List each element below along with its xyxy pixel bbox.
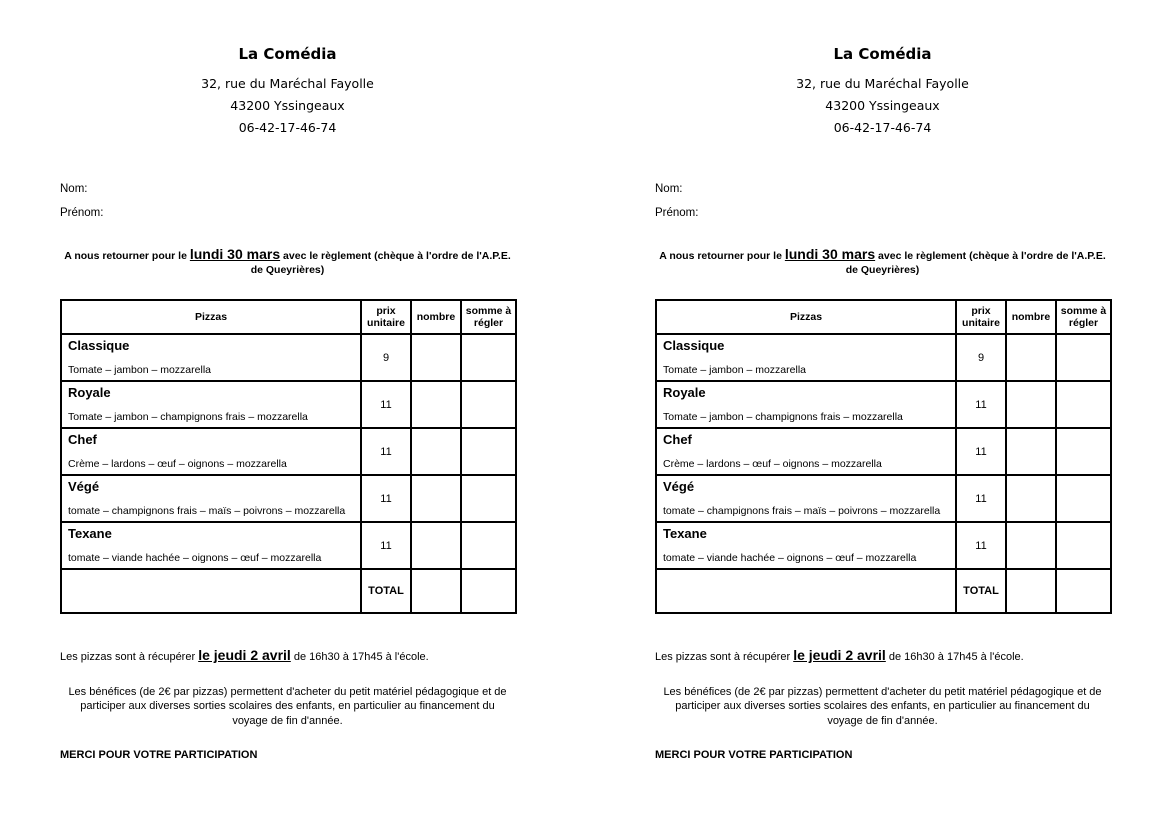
return-note bbox=[60, 245, 515, 277]
quantity-cell bbox=[411, 475, 461, 522]
table-row bbox=[61, 381, 516, 428]
quantity-cell bbox=[1006, 334, 1056, 381]
table-header-row bbox=[656, 300, 1111, 334]
pizza-description: tomate – champignons frais – maïs – poivrons – mozzarella bbox=[68, 505, 346, 518]
column-header-amount: somme à régler bbox=[1056, 300, 1111, 334]
pizza-cell bbox=[61, 428, 361, 475]
return-note-suffix: avec le règlement (chèque à l'ordre de l'A.P.E. de Queyrières) bbox=[250, 250, 511, 276]
pizza-name: Royale bbox=[663, 385, 706, 401]
pizza-description: Tomate – jambon – mozzarella bbox=[68, 364, 211, 377]
identity-fields bbox=[60, 177, 515, 225]
return-note bbox=[655, 245, 1110, 277]
return-date: lundi 30 mars bbox=[189, 246, 281, 262]
name-label: Nom: bbox=[655, 183, 683, 195]
pickup-note-suffix: de 16h30 à 17h45 à l'école. bbox=[293, 651, 429, 664]
pizza-name: Texane bbox=[663, 526, 707, 542]
pizza-description: Tomate – jambon – mozzarella bbox=[663, 364, 806, 377]
pickup-date: le jeudi 2 avril bbox=[793, 647, 886, 664]
pickup-note-suffix: de 16h30 à 17h45 à l'école. bbox=[888, 651, 1024, 664]
table-row bbox=[61, 428, 516, 475]
unit-price-cell: 11 bbox=[956, 381, 1006, 428]
amount-cell bbox=[1056, 428, 1111, 475]
benefits-note: Les bénéfices (de 2€ par pizzas) permettent d'acheter du petit matériel pédagogique et de participer aux diverses sorties scolaires des enfants, en particulier au financement du voyage de fin d'année. bbox=[663, 685, 1102, 728]
unit-price-cell: 9 bbox=[361, 334, 411, 381]
amount-cell bbox=[461, 334, 516, 381]
quantity-cell bbox=[411, 334, 461, 381]
total-row-spacer bbox=[61, 569, 361, 613]
pickup-note bbox=[655, 646, 1110, 664]
thanks-note: MERCI POUR VOTRE PARTICIPATION bbox=[655, 749, 853, 762]
amount-cell bbox=[1056, 522, 1111, 569]
address-line-2: 43200 Yssingeaux bbox=[230, 98, 345, 113]
business-name: La Comédia bbox=[833, 45, 932, 63]
pizza-cell bbox=[61, 475, 361, 522]
order-form-copy bbox=[655, 0, 1110, 827]
pizza-cell bbox=[656, 381, 956, 428]
column-header-quantity: nombre bbox=[1006, 300, 1056, 334]
pickup-note-prefix: Les pizzas sont à récupérer bbox=[60, 651, 196, 664]
table-row bbox=[61, 475, 516, 522]
pickup-note bbox=[60, 646, 515, 664]
table-row bbox=[656, 522, 1111, 569]
return-note-prefix: A nous retourner pour le bbox=[659, 250, 782, 262]
table-row bbox=[656, 334, 1111, 381]
amount-cell bbox=[1056, 334, 1111, 381]
pizza-cell bbox=[656, 428, 956, 475]
phone-number: 06-42-17-46-74 bbox=[238, 120, 337, 135]
unit-price-cell: 11 bbox=[956, 428, 1006, 475]
pizza-name: Chef bbox=[68, 432, 97, 448]
column-header-quantity: nombre bbox=[411, 300, 461, 334]
pickup-date: le jeudi 2 avril bbox=[198, 647, 291, 664]
total-quantity-cell bbox=[411, 569, 461, 613]
table-row bbox=[656, 475, 1111, 522]
total-quantity-cell bbox=[1006, 569, 1056, 613]
document-header bbox=[655, 45, 1110, 139]
pizza-name: Royale bbox=[68, 385, 111, 401]
pizza-description: Tomate – jambon – champignons frais – mozzarella bbox=[68, 411, 308, 424]
pizza-cell bbox=[61, 334, 361, 381]
pizza-order-table bbox=[60, 299, 517, 614]
pizza-cell bbox=[656, 334, 956, 381]
total-amount-cell bbox=[1056, 569, 1111, 613]
pizza-order-table bbox=[655, 299, 1112, 614]
unit-price-cell: 11 bbox=[956, 475, 1006, 522]
unit-price-cell: 11 bbox=[956, 522, 1006, 569]
address-line-2: 43200 Yssingeaux bbox=[825, 98, 940, 113]
amount-cell bbox=[461, 381, 516, 428]
order-form-copy bbox=[60, 0, 515, 827]
amount-cell bbox=[461, 522, 516, 569]
pizza-name: Classique bbox=[663, 338, 725, 354]
quantity-cell bbox=[1006, 475, 1056, 522]
thanks-note: MERCI POUR VOTRE PARTICIPATION bbox=[60, 749, 258, 762]
quantity-cell bbox=[411, 428, 461, 475]
table-header-row bbox=[61, 300, 516, 334]
firstname-label: Prénom: bbox=[655, 207, 699, 219]
table-row bbox=[656, 428, 1111, 475]
table-row bbox=[656, 381, 1111, 428]
pizza-name: Végé bbox=[663, 479, 695, 495]
amount-cell bbox=[1056, 381, 1111, 428]
business-name: La Comédia bbox=[238, 45, 337, 63]
column-header-amount: somme à régler bbox=[461, 300, 516, 334]
pizza-name: Texane bbox=[68, 526, 112, 542]
pizza-name: Végé bbox=[68, 479, 100, 495]
benefits-note: Les bénéfices (de 2€ par pizzas) permettent d'acheter du petit matériel pédagogique et de participer aux diverses sorties scolaires des enfants, en particulier au financement du voyage de fin d'année. bbox=[68, 685, 507, 728]
firstname-label: Prénom: bbox=[60, 207, 104, 219]
unit-price-cell: 9 bbox=[956, 334, 1006, 381]
name-label: Nom: bbox=[60, 183, 88, 195]
phone-number: 06-42-17-46-74 bbox=[833, 120, 932, 135]
quantity-cell bbox=[1006, 428, 1056, 475]
total-label: TOTAL bbox=[361, 569, 411, 613]
document-header bbox=[60, 45, 515, 139]
pizza-name: Classique bbox=[68, 338, 130, 354]
table-row bbox=[61, 522, 516, 569]
return-date: lundi 30 mars bbox=[784, 246, 876, 262]
return-note-prefix: A nous retourner pour le bbox=[64, 250, 187, 262]
pizza-description: tomate – viande hachée – oignons – œuf – mozzarella bbox=[68, 552, 322, 565]
pizza-description: Tomate – jambon – champignons frais – mozzarella bbox=[663, 411, 903, 424]
pizza-cell bbox=[61, 381, 361, 428]
unit-price-cell: 11 bbox=[361, 475, 411, 522]
column-header-pizzas: Pizzas bbox=[656, 300, 956, 334]
total-row bbox=[61, 569, 516, 613]
total-amount-cell bbox=[461, 569, 516, 613]
pizza-description: Crème – lardons – œuf – oignons – mozzarella bbox=[68, 458, 287, 471]
pickup-note-prefix: Les pizzas sont à récupérer bbox=[655, 651, 791, 664]
amount-cell bbox=[461, 428, 516, 475]
pizza-cell bbox=[656, 475, 956, 522]
column-header-pizzas: Pizzas bbox=[61, 300, 361, 334]
pizza-cell bbox=[61, 522, 361, 569]
return-note-suffix: avec le règlement (chèque à l'ordre de l'A.P.E. de Queyrières) bbox=[845, 250, 1106, 276]
quantity-cell bbox=[1006, 522, 1056, 569]
column-header-unit-price: prix unitaire bbox=[956, 300, 1006, 334]
quantity-cell bbox=[411, 522, 461, 569]
total-label: TOTAL bbox=[956, 569, 1006, 613]
address-line-1: 32, rue du Maréchal Fayolle bbox=[201, 76, 374, 91]
unit-price-cell: 11 bbox=[361, 381, 411, 428]
address-line-1: 32, rue du Maréchal Fayolle bbox=[796, 76, 969, 91]
pizza-cell bbox=[656, 522, 956, 569]
quantity-cell bbox=[411, 381, 461, 428]
column-header-unit-price: prix unitaire bbox=[361, 300, 411, 334]
amount-cell bbox=[1056, 475, 1111, 522]
pizza-name: Chef bbox=[663, 432, 692, 448]
total-row bbox=[656, 569, 1111, 613]
total-row-spacer bbox=[656, 569, 956, 613]
pizza-description: tomate – viande hachée – oignons – œuf – mozzarella bbox=[663, 552, 917, 565]
identity-fields bbox=[655, 177, 1110, 225]
quantity-cell bbox=[1006, 381, 1056, 428]
amount-cell bbox=[461, 475, 516, 522]
pizza-description: Crème – lardons – œuf – oignons – mozzarella bbox=[663, 458, 882, 471]
pizza-description: tomate – champignons frais – maïs – poivrons – mozzarella bbox=[663, 505, 941, 518]
table-row bbox=[61, 334, 516, 381]
unit-price-cell: 11 bbox=[361, 522, 411, 569]
unit-price-cell: 11 bbox=[361, 428, 411, 475]
